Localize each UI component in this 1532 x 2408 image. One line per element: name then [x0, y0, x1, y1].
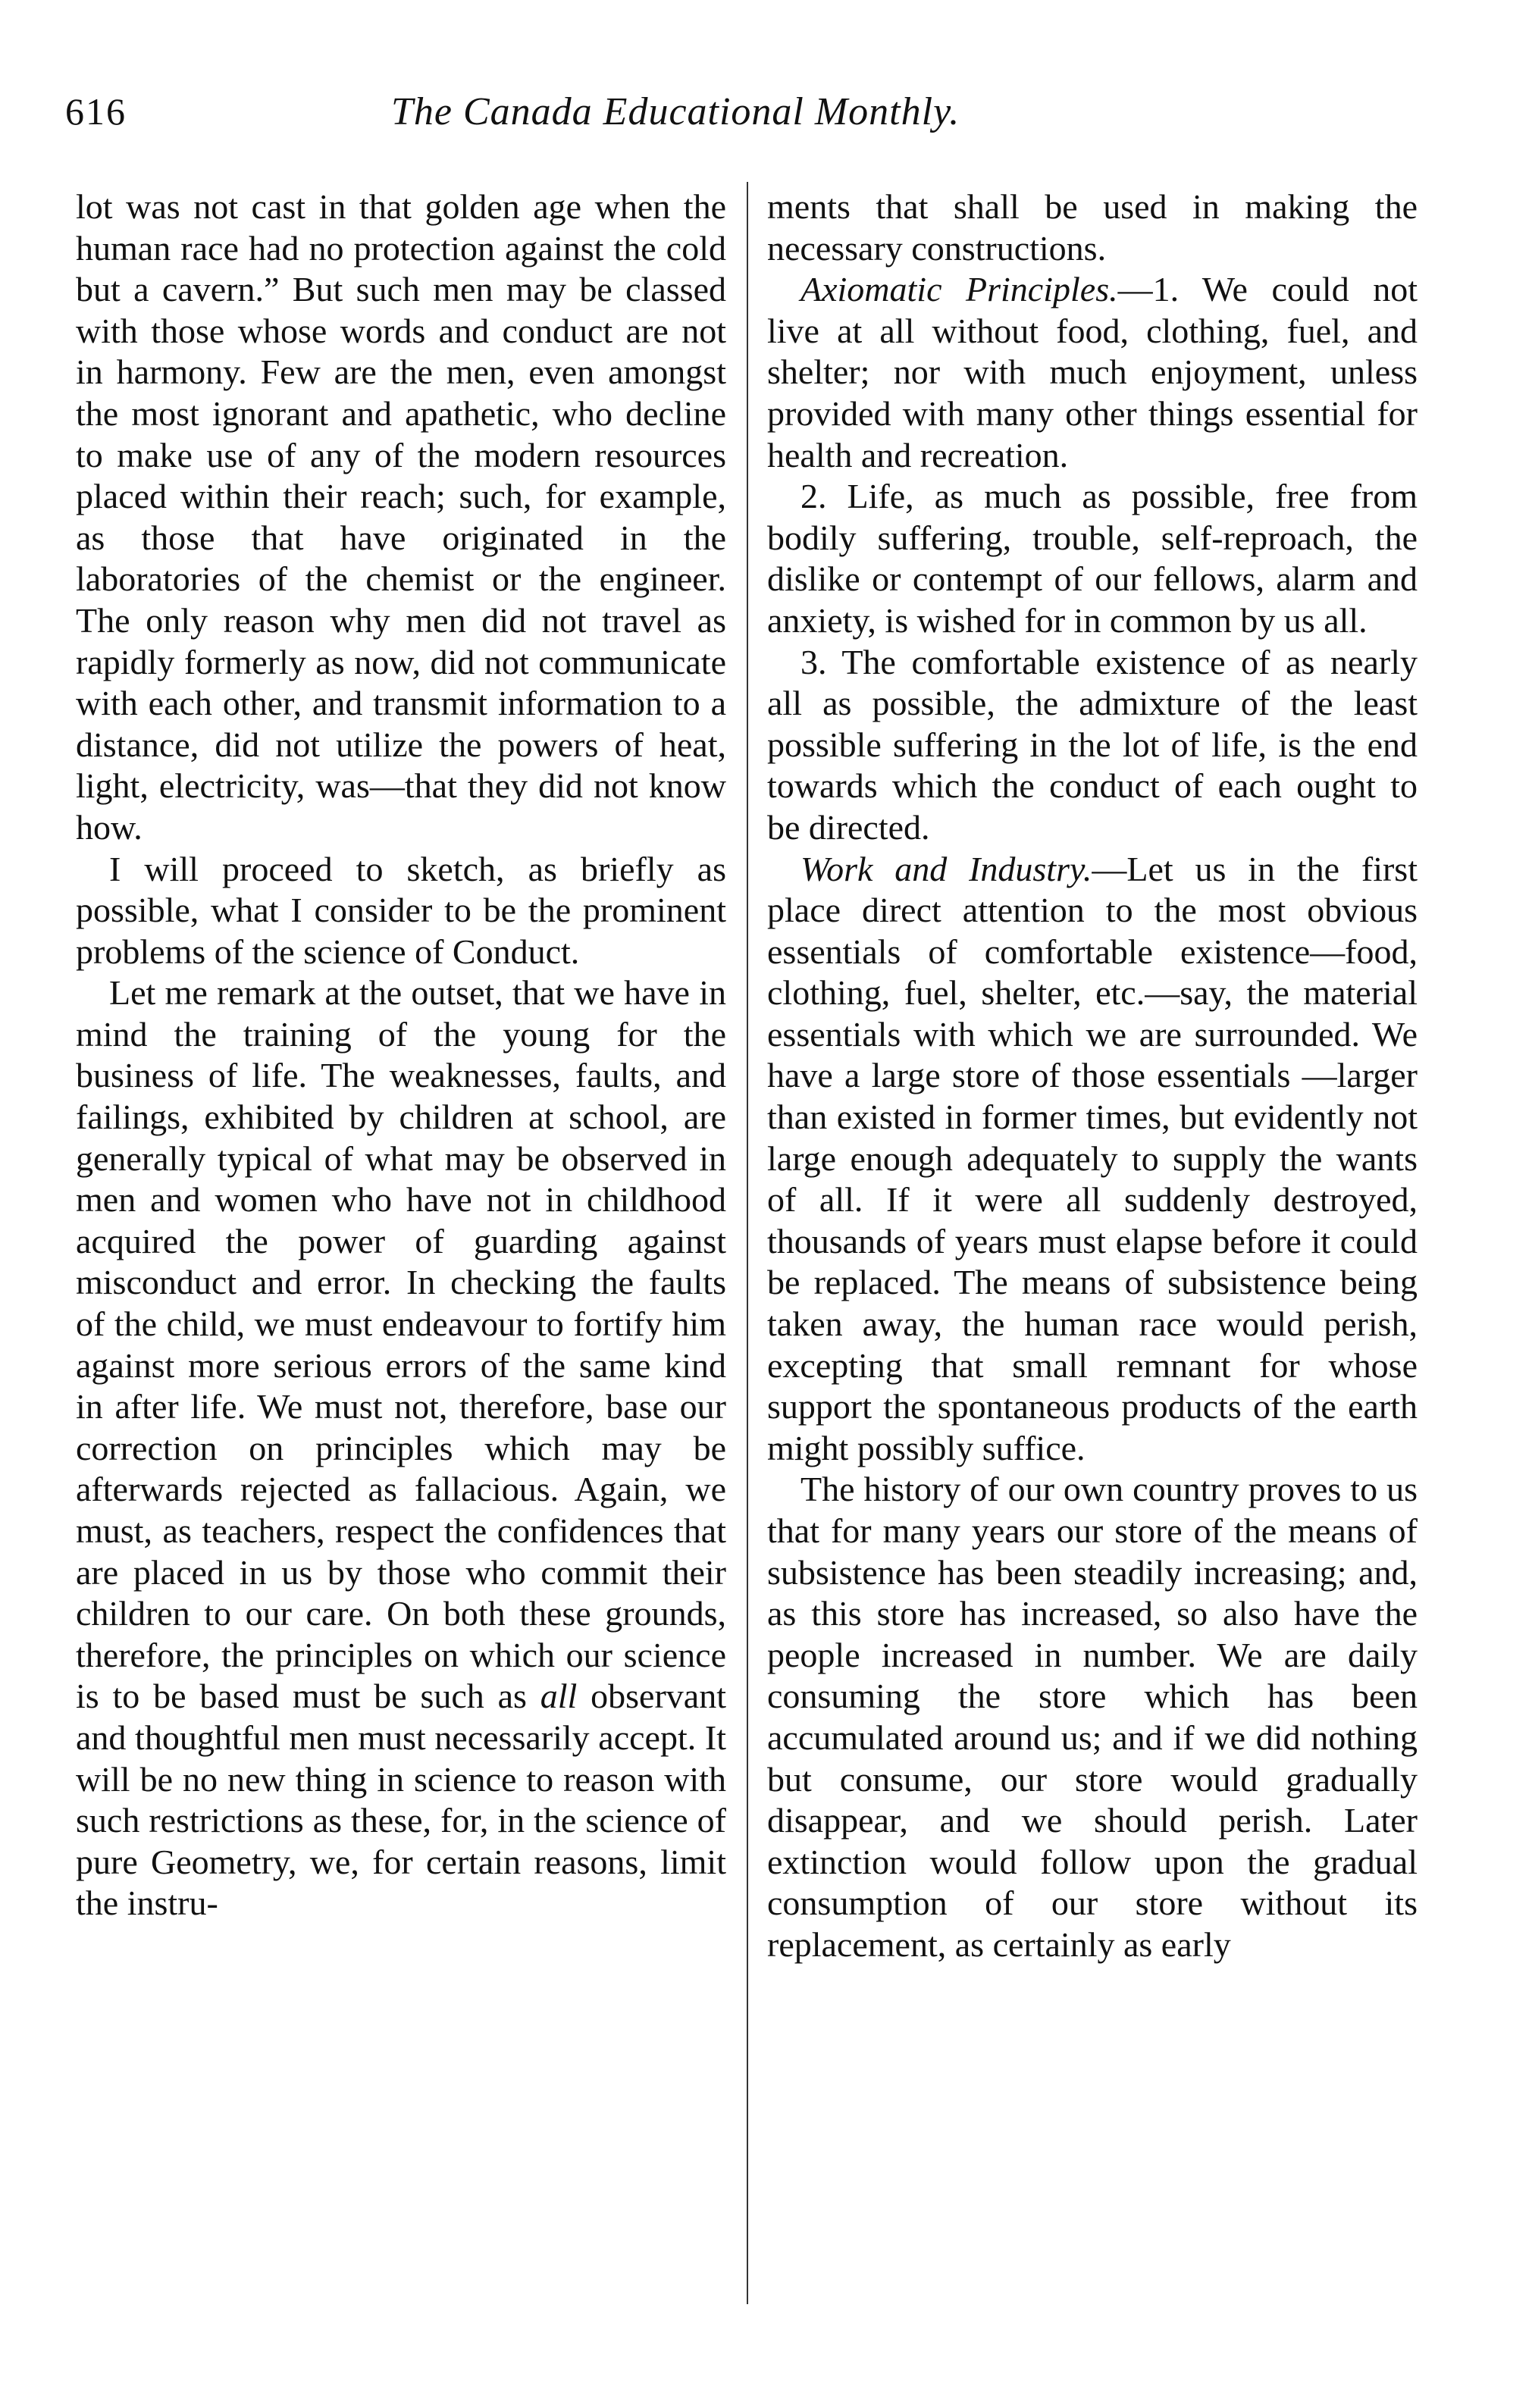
paragraph	[767, 849, 1418, 1470]
column-divider	[747, 182, 748, 2304]
paragraph	[76, 972, 726, 1924]
paragraph: I will proceed to sketch, as briefly as possible, what I consider to be the prominent problems of the science of Conduct.	[76, 849, 726, 971]
section-heading: Axiomatic Principles.	[800, 270, 1118, 309]
paragraph: lot was not cast in that golden age when the human race had no protection against the cold but a cavern.” But such men may be classed with those whose words and conduct are not in harmony. Few are the men, even amongst the most ignorant and apathetic, who decline to make use of any of the modern resources placed within their reach; such, for example, as those that have originated in the laboratories of the chemist or the engineer. The only reason why men did not travel as rapidly formerly as now, did not communicate with each other, and transmit information to a distance, did not utilize the powers of heat, light, electricity, was—that they did not know how.	[76, 187, 726, 847]
section-heading: Work and Industry.	[800, 849, 1092, 888]
paragraph-text: —1. We could not live at all without food, clothing, fuel, and shelter; nor with much enjoyment, unless provided with many other things essential for health and recreation.	[767, 270, 1418, 474]
paragraph-text: —Let us in the first place direct attention to the most obvious essentials of comfortable existence—food, clothing, fuel, shelter, etc.—say, the material essentials with which we are surrounded. We have a large store of those essentials —larger than existed in former times, but evidently not large enough adequately to supply the wants of all. If it were all suddenly destroyed, thousands of years must elapse before it could be replaced. The means of subsistence being taken away, the human race would perish, excepting that small remnant for whose support the spontaneous products of the earth might possibly suffice.	[767, 849, 1418, 1467]
emphasis-text: all	[540, 1677, 578, 1716]
running-title: The Canada Educational Monthly.	[391, 90, 960, 133]
left-column	[76, 186, 726, 1924]
paragraph: The history of our own country proves to us that for many years our store of the means of subsistence has been steadily increasing; and, as this store has increased, so also have the people increased in number. We are daily consuming the store which has been accumulated around us; and if we did nothing but consume, our store would gradually disappear, and we should perish. Later extinction would follow upon the gradual consumption of our store without its replacement, as certainly as early	[767, 1470, 1418, 1964]
right-column	[767, 186, 1418, 1966]
paragraph: 2. Life, as much as possible, free from bodily suffering, trouble, self-reproach, the dislike or contempt of our fellows, alarm and anxiety, is wished for in common by us all.	[767, 477, 1418, 640]
paragraph	[767, 269, 1418, 476]
paragraph: ments that shall be used in making the necessary constructions.	[767, 187, 1418, 268]
page-number: 616	[65, 90, 127, 133]
paragraph: 3. The comfortable existence of as nearly all as possible, the admixture of the least possible suffering in the lot of life, is the end towards which the conduct of each ought to be directed.	[767, 642, 1418, 847]
paragraph-text: Let me remark at the outset, that we have in mind the training of the young for the business of life. The weaknesses, faults, and failings, exhibited by children at school, are generally typical of what may be observed in men and women who have not in childhood acquired the power of guarding against misconduct and error. In checking the faults of the child, we must endeavour to fortify him against more serious errors of the same kind in after life. We must not, therefore, base our correction on principles which may be afterwards rejected as fallacious. Again, we must, as teachers, respect the confidences that are placed in us by those who commit their children to our care. On both these grounds, therefore, the principles on which our science is to be based must be such as	[76, 973, 726, 1716]
paragraph-text: observant and thoughtful men must necessarily accept. It will be no new thing in science to reason with such restrictions as these, for, in the science of pure Geometry, we, for certain reasons, limit the instru-	[76, 1677, 726, 1923]
page-header	[65, 89, 1430, 150]
